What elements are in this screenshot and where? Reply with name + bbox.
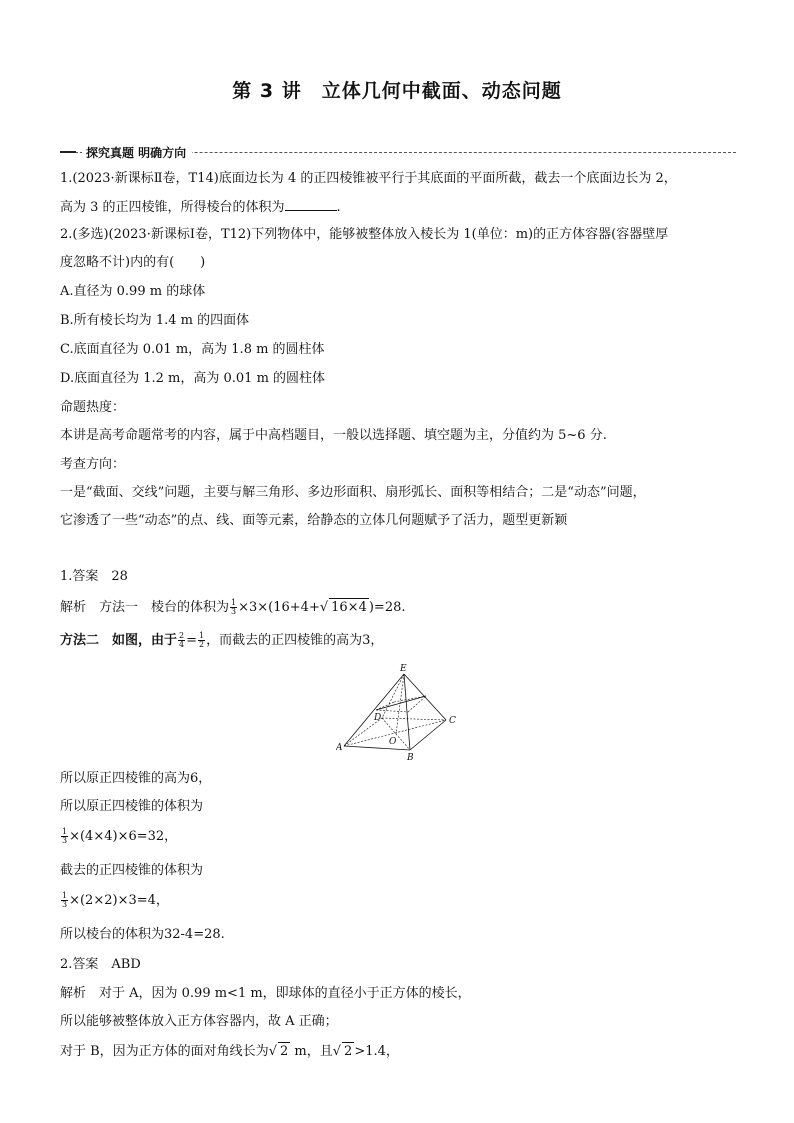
q1-line1: 1.(2023·新课标Ⅱ卷，T14)底面边长为 4 的正四棱锥被平行于其底面的平面所截，截去一个底面边长为 2，	[60, 171, 677, 186]
edge-ea	[344, 674, 404, 746]
top-edge-left	[376, 710, 408, 712]
a1-method2	[60, 632, 383, 650]
a1-answer: 1.答案 28	[60, 569, 128, 584]
a1-m2-prefix: 方法二 如图，由于	[60, 633, 178, 648]
section-label: 探究真题 明确方向	[82, 144, 192, 161]
frac-num: 1	[62, 891, 68, 900]
a1-m1-prefix: 解析 方法一 棱台的体积为	[60, 600, 230, 615]
fraction-one-third	[230, 599, 237, 616]
fraction-two-fourths	[178, 632, 185, 649]
frac-den: 3	[62, 836, 68, 845]
sqrt-two: 2	[279, 1044, 289, 1059]
a1-l6: 所以棱台的体积为32-4=28.	[60, 927, 225, 942]
equals-sign: =	[186, 633, 198, 648]
fraction-one-third	[61, 892, 68, 909]
a1-m2-end: ，而截去的正四棱锥的高为3，	[206, 633, 384, 648]
heat-label: 命题热度：	[60, 400, 126, 415]
a1-l3	[60, 828, 177, 846]
label-b: B	[407, 753, 414, 762]
a1-l5	[60, 892, 169, 910]
page-title: 第 3 讲 立体几何中截面、动态问题	[232, 80, 562, 102]
a1-l5-text: ×(2×2)×3=4，	[69, 893, 169, 908]
a1-l4: 截去的正四棱锥的体积为	[60, 863, 204, 878]
q2-option-a: A.直径为 0.99 m 的球体	[60, 284, 206, 299]
direction-line2: 它渗透了一些“动态”的点、线、面等元素，给静态的立体几何题赋予了活力，题型更新颖	[60, 513, 568, 528]
frac-num: 1	[231, 598, 237, 607]
q1-line2-end: .	[336, 200, 341, 215]
frac-den: 3	[231, 607, 237, 616]
frac-num: 1	[62, 827, 68, 836]
a2-l3-end: >1.4，	[354, 1044, 399, 1059]
sqrt-expression: 16×4	[331, 600, 367, 615]
a2-l3-mid: m，且	[290, 1044, 333, 1059]
a1-m1-end: )=28.	[368, 600, 406, 615]
q2-option-c: C.底面直径为 0.01 m，高为 1.8 m 的圆柱体	[60, 342, 325, 357]
frac-den: 4	[179, 640, 185, 649]
answer-blank	[285, 198, 337, 211]
label-e: E	[400, 664, 407, 674]
frac-num: 2	[179, 631, 185, 640]
top-edge-right	[394, 696, 426, 702]
a2-answer: 2.答案 ABD	[60, 957, 141, 972]
a2-l1: 解析 对于 A，因为 0.99 m<1 m，即球体的直径小于正方体的棱长，	[60, 986, 471, 1001]
label-d: D	[374, 713, 382, 723]
direction-line1: 一是“截面、交线”问题，主要与解三角形、多边形面积、扇形弧长、面积等相结合；二是“动态”问题，	[60, 485, 646, 500]
edge-ab	[344, 746, 410, 750]
frac-den: 3	[62, 900, 68, 909]
q2-option-b: B.所有棱长均为 1.4 m 的四面体	[60, 313, 250, 328]
fraction-one-third	[61, 828, 68, 845]
edge-dc	[382, 718, 446, 720]
section-header	[60, 144, 736, 160]
fraction-one-half	[198, 632, 205, 649]
label-c: C	[449, 716, 456, 726]
q1-line2-text: 高为 3 的正四棱锥，所得棱台的体积为	[60, 200, 285, 215]
edge-bc	[410, 720, 446, 750]
label-o: O	[389, 737, 397, 747]
section-lead-mark	[60, 151, 76, 153]
a2-l3: 对于 B，因为正方体的面对角线长为√ 2 m，且√ 2 >1.4，	[60, 1044, 399, 1059]
sqrt-two: 2	[344, 1044, 353, 1059]
a1-method1: 解析 方法一 棱台的体积为 $\frac{1}{3}$ ×3×(16+4+√ 16×4 )=28.	[60, 598, 406, 616]
label-a: A	[336, 743, 343, 753]
direction-label: 考查方向：	[60, 457, 126, 472]
q2-line2: 度忽略不计)内的有( )	[60, 255, 206, 270]
frustum-pyramid-figure	[336, 662, 466, 762]
q2-line1: 2.(多选)(2023·新课标Ⅰ卷，T12)下列物体中，能够被整体放入棱长为 1(单位：m)的正方体容器(容器壁厚	[60, 227, 669, 242]
a2-l3-prefix: 对于 B，因为正方体的面对角线长为	[60, 1044, 269, 1059]
a2-l2: 所以能够被整体放入正方体容器内，故 A 正确；	[60, 1014, 338, 1029]
heat-text: 本讲是高考命题常考的内容，属于中高档题目，一般以选择题、填空题为主，分值约为 5~6 分.	[60, 428, 607, 443]
q2-option-d: D.底面直径为 1.2 m，高为 0.01 m 的圆柱体	[60, 371, 326, 386]
a1-l1: 所以原正四棱锥的高为6，	[60, 771, 212, 786]
q1-line2	[60, 198, 341, 217]
frac-den: 2	[199, 640, 205, 649]
a1-l3-text: ×(4×4)×6=32，	[69, 829, 178, 844]
a1-l2: 所以原正四棱锥的体积为	[60, 799, 204, 814]
a1-m1-mid: ×3×(16+4+	[238, 600, 320, 615]
frac-num: 1	[199, 631, 205, 640]
